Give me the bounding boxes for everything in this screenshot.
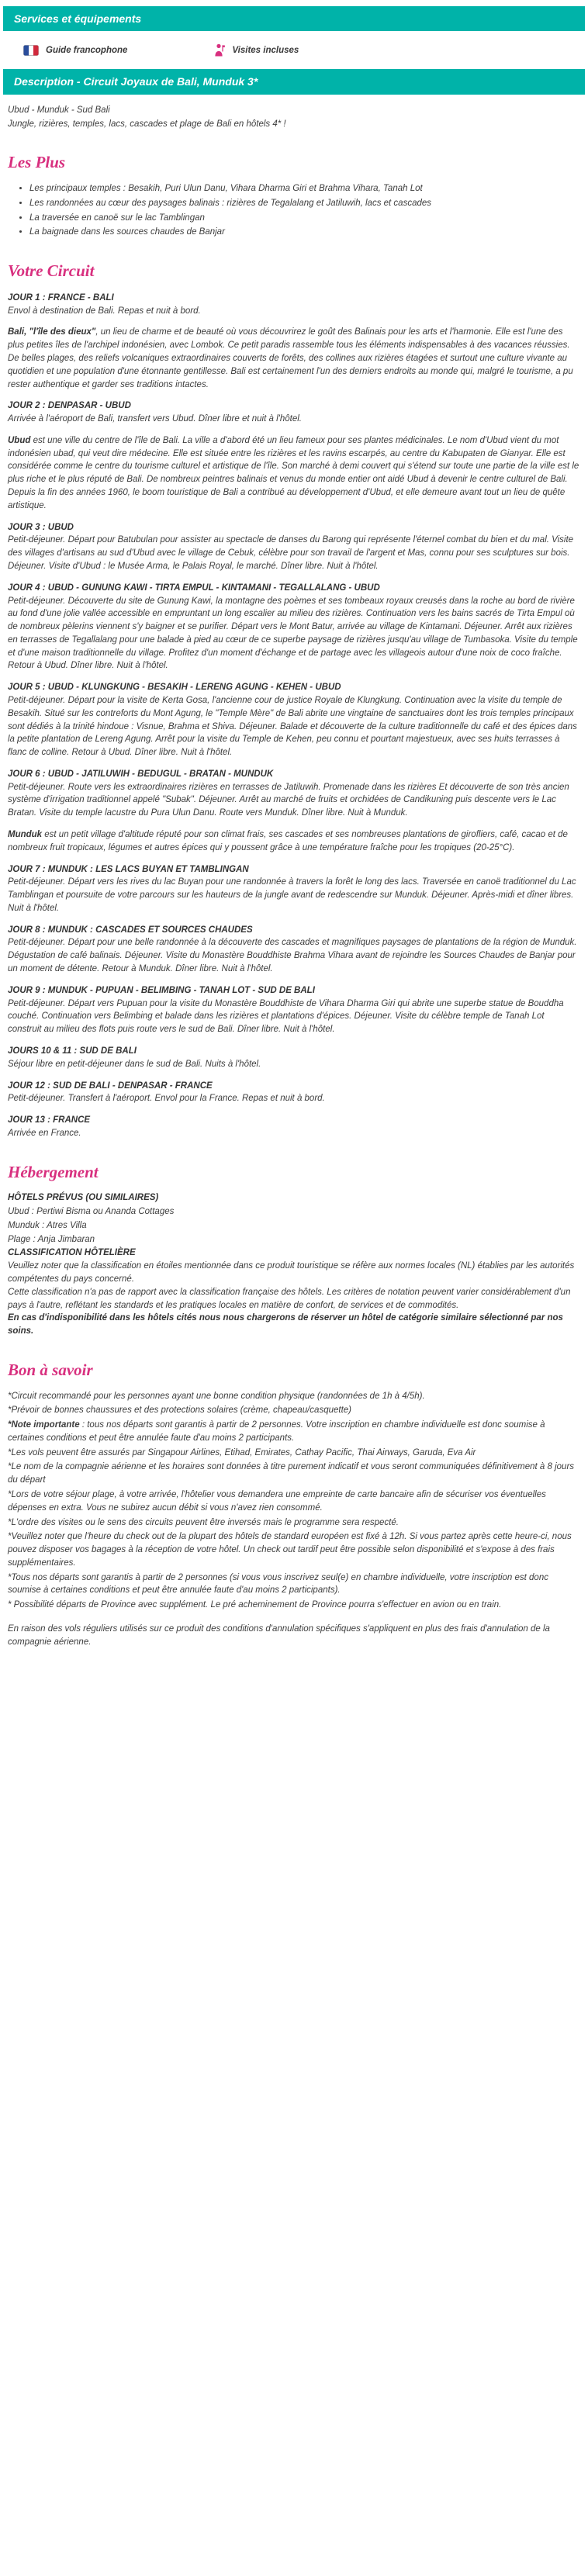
circuit-paragraph <box>8 984 580 1036</box>
day-title: JOUR 13 : FRANCE <box>8 1115 91 1125</box>
note-line <box>8 1516 580 1530</box>
les-plus-list <box>29 182 580 239</box>
les-plus-item: • La traversée en canoë sur le lac Tamblingan <box>29 212 580 225</box>
bon-a-savoir-title: Bon à savoir <box>8 1360 93 1379</box>
note-lead: *Note importante <box>8 1420 80 1430</box>
services-header-title: Services et équipements <box>14 12 142 25</box>
circuit-entries <box>8 292 580 1140</box>
hotel-line: Plage : Anja Jimbaran <box>8 1234 95 1244</box>
note-text: *Tous nos départs sont garantis à partir de 2 personnes (si vous vous inscrivez seul(e) en chambre individuelle, votre inscription est donc soumise à certaines conditions et peut être annulée faute d'au moins 2 participants). <box>8 1572 548 1596</box>
services-row <box>0 31 588 69</box>
hotel-line: Ubud : Pertiwi Bisma ou Ananda Cottages <box>8 1207 175 1217</box>
intro-tagline: Jungle, rizières, temples, lacs, cascades et plage de Bali en hôtels 4* ! <box>8 119 286 129</box>
circuit-paragraph <box>8 582 580 673</box>
circuit-paragraph <box>8 828 580 855</box>
circuit-paragraph <box>8 521 580 573</box>
paragraph-text: Petit-déjeuner. Départ pour une belle randonnée à la découverte des cascades et magnifiques paysages de plantations de la région de Munduk. Dégustation de café balinais. Déjeuner. Visite du Monastère Bouddhiste Brahma Vihara avant de rejoindre les Sources Chaudes de Banjar pour un moment de détente. Retour à Munduk. Dîner libre. Nuit à l'hôtel. <box>8 938 577 974</box>
description-header-bar <box>3 69 585 94</box>
note-text: *Circuit recommandé pour les personnes ayant une bonne condition physique (randonnées de 1h à 4/5h). <box>8 1391 425 1401</box>
note-text: *Les vols peuvent être assurés par Singapour Airlines, Etihad, Emirates, Cathay Pacific, Thai Airways, Garuda, Eva Air <box>8 1447 476 1457</box>
day-title: JOUR 2 : DENPASAR - UBUD <box>8 401 131 411</box>
note-line <box>8 1419 580 1445</box>
day-title: JOUR 1 : FRANCE - BALI <box>8 292 114 303</box>
paragraph-text: Petit-déjeuner. Transfert à l'aéroport. Envol pour la France. Repas et nuit à bord. <box>8 1094 325 1104</box>
note-text: *Prévoir de bonnes chaussures et des protections solaires (crème, chapeau/casquette) <box>8 1406 351 1416</box>
paragraph-text: Petit-déjeuner. Départ pour la visite de Kerta Gosa, l'ancienne cour de justice Royale de Klungkung. Continuation avec la visite du temple de Besakih. Situé sur les contreforts du Mont Agung, le "Temple Mère" de Bali abrite une vingtaine de sanctuaires dont les trois temples principaux sont dédiés à la trinité hindoue : Visnue, Brahma et Shiva. Déjeuner. Balade et découverte de la culture traditionnelle du café et des épices dans la petite plantation de Lereng Agung. Arrêt pour la visite du Temple de Kehen, peu connu et pourtant majestueux, avec ses huits terrasses à flanc de colline. Retour à Ubud. Dîner libre. Nuit à l'hôtel. <box>8 695 577 758</box>
service-label: Guide francophone <box>46 45 128 55</box>
intro-block <box>8 104 580 131</box>
circuit-paragraph <box>8 292 580 318</box>
paragraph-text: est un petit village d'altitude réputé pour son climat frais, ses cascades et ses nombreuses plantations de girofliers, café, cacao et de nombreux fruit tropicaux, légumes et autres épices qui y poussent grâce à une température fraîche pour les tropiques (20-25°C). <box>8 830 568 852</box>
paragraph-text: Arrivée en France. <box>8 1128 81 1138</box>
paragraph-lead: Munduk <box>8 830 43 839</box>
paragraph-text: Petit-déjeuner. Route vers les extraordinaires rizières en terrasses de Jatiluwih. Promenade dans les rizières Et découverte de son très ancien système d'irrigation traditionnel appelé "Subak". Déjeuner. Arrêt au marché de fruits et orchidées de Candikuning puis descente vers le Lac Bratan. Visite du temple lacustre du Pura Ulun Danu. Route vers Munduk. Dîner libre. Nuit à Munduk. <box>8 782 569 818</box>
paragraph-text: Séjour libre en petit-déjeuner dans le sud de Bali. Nuits à l'hôtel. <box>8 1059 261 1069</box>
day-title: JOUR 8 : MUNDUK : CASCADES ET SOURCES CHAUDES <box>8 925 253 935</box>
note-line <box>8 1530 580 1569</box>
french-flag-icon <box>23 45 39 56</box>
note-text: : tous nos départs sont garantis à partir de 2 personnes. Votre inscription en chambre individuelle est donc soumise à certaines conditions et peut être annulée faute d'au moins 2 participants. <box>8 1420 545 1443</box>
note-text: *Lors de votre séjour plage, à votre arrivée, l'hôtelier vous demandera une empreinte de carte bancaire afin de sécuriser vos éventuelles dépenses en extra. Vous ne subirez aucun débit si vous n'avez rien consommé. <box>8 1490 546 1513</box>
circuit-paragraph <box>8 863 580 915</box>
paragraph-text: , un lieu de charme et de beauté où vous découvrirez le goût des Balinais pour les arts et l'harmonie. Elle est l'une des plus petites îles de l'archipel indonésien, avec Lombok. Ce petit paradis rassemble tous les éléments indispensables à des vacances réussies. De belles plages, des reliefs volcaniques extraordinaires couverts de forêts, des collines aux rizières étagées et surtout une culture vivante au quotidien et une population d'une étonnante gentillesse. Bali est certainement l'un des derniers endroits au monde qui, malgré le tourisme, a pu rester authentique et garder ses traditions intactes. <box>8 327 573 389</box>
paragraph-lead: Ubud <box>8 435 31 445</box>
classification-block <box>8 1247 580 1337</box>
content <box>0 104 588 1649</box>
circuit-paragraph <box>8 924 580 976</box>
note-line <box>8 1404 580 1417</box>
day-title: JOUR 6 : UBUD - JATILUWIH - BEDUGUL - BRATAN - MUNDUK <box>8 769 274 779</box>
circuit-paragraph <box>8 1080 580 1106</box>
classification-paragraph-1: Veuillez noter que la classification en étoiles mentionnée dans ce produit touristique se réfère aux normes locales (NL) établies par les autorités compétentes du pays concerné. <box>8 1261 575 1284</box>
note-text: *Le nom de la compagnie aérienne et les horaires sont données à titre purement indicatif et vous seront communiquées définitivement à 8 jours du départ <box>8 1462 575 1485</box>
note-text: * Possibilité départs de Province avec supplément. Le pré acheminement de Province pourra s'effectuer en avion ou en train. <box>8 1600 502 1610</box>
classification-paragraph-2: Cette classification n'a pas de rapport avec la classification française des hôtels. Les critères de notation peuvent varier considérablement d'un pays à l'autre, reflétant les standards et les pratiques locales en matière de confort, de services et de commodités. <box>8 1287 571 1310</box>
les-plus-title: Les Plus <box>8 153 66 172</box>
day-title: JOUR 5 : UBUD - KLUNGKUNG - BESAKIH - LERENG AGUNG - KEHEN - UBUD <box>8 683 341 693</box>
paragraph-text: Envol à destination de Bali. Repas et nuit à bord. <box>8 306 201 316</box>
circuit-paragraph <box>8 1045 580 1071</box>
hotels-subtitle: HÔTELS PRÉVUS (OU SIMILAIRES) <box>8 1193 159 1203</box>
note-text: *Veuillez noter que l'heure du check out de la plupart des hôtels de standard européen est fixé à 12h. Si vous partez après cette heure-ci, nous pouvez disposer vos bagages à la réception de votre hôtel. Un check out tardif peut être possible selon disponibilité et s'expose à des frais supplémentaires. <box>8 1532 572 1568</box>
paragraph-text: Petit-déjeuner. Départ vers Pupuan pour la visite du Monastère Bouddhiste de Vihara Dharma Giri qui abrite une superbe statue de Bouddha couché. Continuation vers Belimbing et balade dans les rizières et plantations d'épices. Déjeuner. Visite du célèbre temple de Tanah Lot construit au milieu des flots puis route vers le sud de Bali. Dîner libre. Nuit à l'hôtel. <box>8 998 564 1035</box>
les-plus-item: • Les principaux temples : Besakih, Puri Ulun Danu, Vihara Dharma Giri et Brahma Vihara, Tanah Lot <box>29 182 580 195</box>
circuit-paragraph <box>8 681 580 759</box>
circuit-paragraph <box>8 326 580 391</box>
hebergement-title: Hébergement <box>8 1162 99 1181</box>
service-item-guide <box>23 44 127 57</box>
classification-bold-note: En cas d'indisponibilité dans les hôtels cités nous nous chargerons de réserver un hôtel de catégorie similaire sélectionné par nos soins. <box>8 1313 563 1336</box>
note-line <box>8 1390 580 1403</box>
intro-route: Ubud - Munduk - Sud Bali <box>8 105 110 115</box>
note-line <box>8 1599 580 1612</box>
hotel-line: Munduk : Atres Villa <box>8 1220 87 1230</box>
day-title: JOUR 7 : MUNDUK : LES LACS BUYAN ET TAMBLINGAN <box>8 864 249 874</box>
votre-circuit-title: Votre Circuit <box>8 261 95 281</box>
service-label: Visites incluses <box>232 45 299 55</box>
day-title: JOUR 12 : SUD DE BALI - DENPASAR - FRANCE <box>8 1081 213 1091</box>
note-text: *L'ordre des visites ou le sens des circuits peuvent être inversés mais le programme sera respecté. <box>8 1517 399 1527</box>
paragraph-text: Arrivée à l'aéroport de Bali, transfert vers Ubud. Dîner libre et nuit à l'hôtel. <box>8 414 302 424</box>
tour-guide-icon <box>213 43 225 57</box>
footer-note: En raison des vols réguliers utilisés sur ce produit des conditions d'annulation spécifiques s'appliquent en plus des frais d'annulation de la compagnie aérienne. <box>8 1624 550 1647</box>
notes-list <box>8 1390 580 1613</box>
classification-subtitle: CLASSIFICATION HÔTELIÈRE <box>8 1248 136 1258</box>
day-title: JOUR 9 : MUNDUK - PUPUAN - BELIMBING - TANAH LOT - SUD DE BALI <box>8 985 315 995</box>
les-plus-item: • Les randonnées au cœur des paysages balinais : rizières de Tegalalang et Jatiluwih, lacs et cascades <box>29 197 580 210</box>
circuit-paragraph <box>8 399 580 426</box>
paragraph-text: est une ville du centre de l'île de Bali. La ville a d'abord été un lieu fameux pour ses plantes médicinales. Le nom d'Ubud vient du mot indonésien ubad, qui veut dire médecine. Elle est située entre les rizières et les ravins escarpés, au centre du Kabupaten de Gianyar. Elle est considérée comme le centre du tourisme culturel et artistique de l'île. Son marché à demi couvert qui s'étend sur toute une partie de la ville est le plus riche et le plus réputé de Bali. De nombreux peintres balinais et venus du monde entier ont aidé Ubud à devenir le centre culturel de Bali. Depuis la fin des années 1960, le boom touristique de Bali a contribué au développement d'Ubud, et elle demeure avant tout un lieu de quête artistique. <box>8 435 579 510</box>
circuit-paragraph <box>8 434 580 513</box>
paragraph-text: Petit-déjeuner. Découverte du site de Gunung Kawi, la montagne des poèmes et ses tombeaux royaux creusés dans la roche au bord de rivière au fond d'une jolie vallée accessible en empruntant un long escalier au milieu des rizières. Continuation vers les bains sacrés de Tirta Empul où de nombreux pèlerins viennent s'y baigner et se purifier. Départ vers le Mont Batur, arrivée au village de Kintamani. Déjeuner. Arrêt aux rizières en terrasses de Tegallalang pour une balade à pied au cœur de ce superbe paysage de rizières jusqu'au village de Tumbasoka. Visite du temple et d'une maison traditionnelle du village. Profitez d'un moment d'échange et de partage avec les villageois autour d'une noix de coco fraîche. Retour à Ubud. Dîner libre. Nuit à l'hôtel. <box>8 596 578 671</box>
day-title: JOUR 4 : UBUD - GUNUNG KAWI - TIRTA EMPUL - KINTAMANI - TEGALLALANG - UBUD <box>8 583 380 593</box>
hotels-block <box>8 1191 580 1246</box>
service-item-visites <box>213 43 299 57</box>
note-line <box>8 1461 580 1487</box>
hotels-list <box>8 1205 580 1246</box>
circuit-paragraph <box>8 1114 580 1140</box>
paragraph-lead: Bali, "l'île des dieux" <box>8 327 96 337</box>
paragraph-text: Petit-déjeuner. Départ pour Batubulan pour assister au spectacle de danses du Barong qui représente l'éternel combat du bien et du mal. Visite des villages d'artisans au sud d'Ubud avec le village de Cebuk, célèbre pour son travail de l'argent et Mas, connu pour ses sculptures sur bois. Déjeuner. Visite d'Ubud : le Musée Arma, le Palais Royal, le marché. Dîner libre. Nuit à l'hôtel. <box>8 535 574 571</box>
circuit-paragraph <box>8 768 580 820</box>
les-plus-item: • La baignade dans les sources chaudes de Banjar <box>29 226 580 239</box>
services-header-bar <box>3 6 585 31</box>
note-line <box>8 1447 580 1460</box>
note-line <box>8 1489 580 1515</box>
day-title: JOUR 3 : UBUD <box>8 522 74 532</box>
description-header-title: Description - Circuit Joyaux de Bali, Munduk 3* <box>14 75 258 88</box>
note-line <box>8 1572 580 1598</box>
paragraph-text: Petit-déjeuner. Départ vers les rives du lac Buyan pour une randonnée à travers la forêt le long des lacs. Traversée en canoë traditionnel du Lac Tamblingan et poursuite de votre parcours sur les hauteurs de la jungle avant de redescendre sur Munduk. Déjeuner. Après-midi et dîner libres. Nuit à l'hôtel. <box>8 877 576 913</box>
day-title: JOURS 10 & 11 : SUD DE BALI <box>8 1046 137 1056</box>
